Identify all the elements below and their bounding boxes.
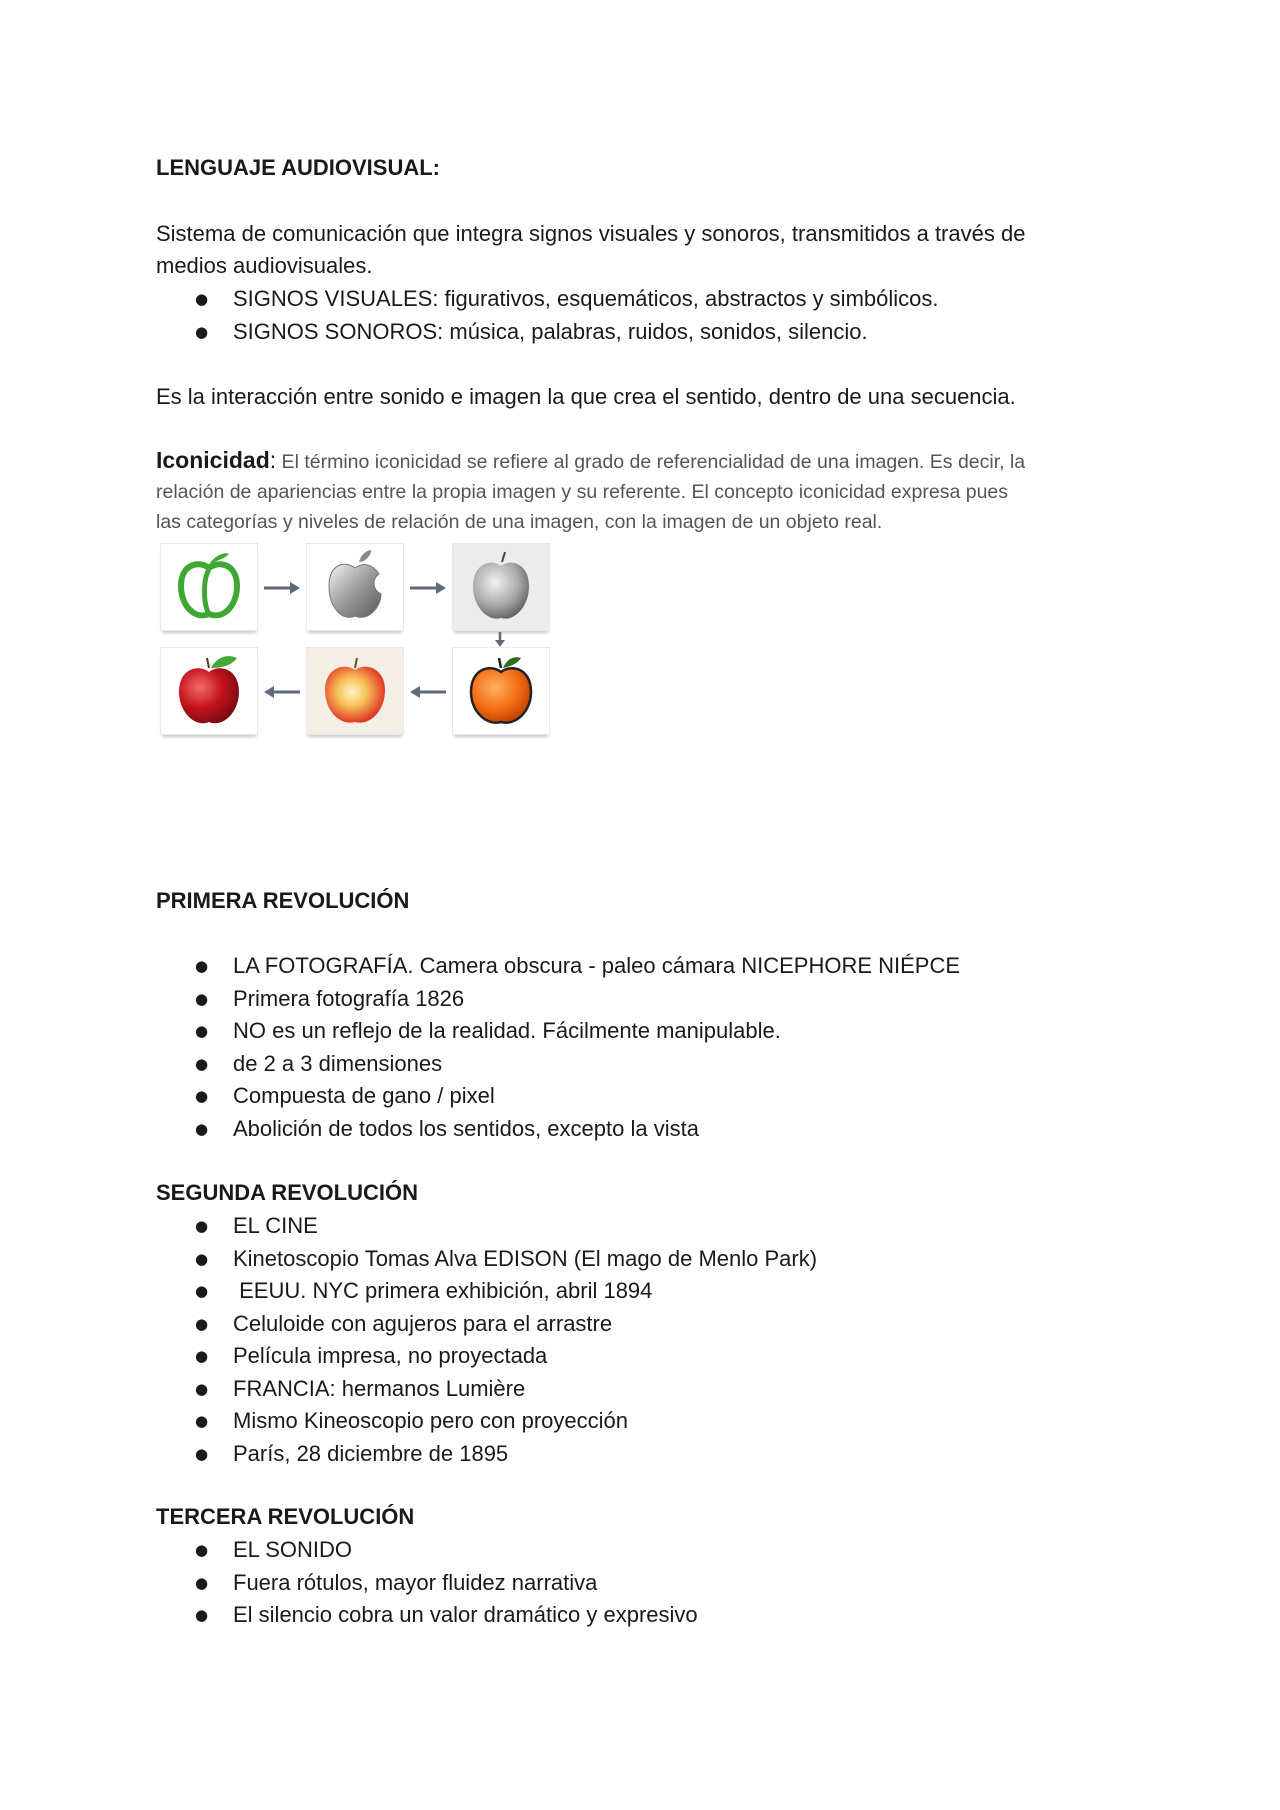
tercera-list [156,1534,1136,1632]
list-item: ● LA FOTOGRAFÍA. Camera obscura - paleo cámara NICEPHORE NIÉPCE [156,950,1136,983]
apple-grayscale-photo-icon [452,543,550,631]
list-item: ● Primera fotografía 1826 [156,983,1136,1016]
list-item: ● Abolición de todos los sentidos, excepto la vista [156,1113,1136,1146]
iconicidad-colon: : [269,447,277,473]
arrow-left-icon [262,685,302,699]
iconicidad-paragraph [156,445,1136,537]
iconicidad-line-1: El término iconicidad se refiere al grado de referencialidad de una imagen. Es decir, la [276,451,1026,473]
list-item: ● Película impresa, no proyectada [156,1340,1136,1373]
apple-painting-icon [306,647,404,735]
list-item: ● EEUU. NYC primera exhibición, abril 1894 [156,1275,1136,1308]
apple-chrome-logo-icon [306,543,404,631]
list-item: ● SIGNOS VISUALES: figurativos, esquemáticos, abstractos y simbólicos. [156,283,1136,316]
list-item: ● EL CINE [156,1210,1136,1243]
tercera-title: TERCERA REVOLUCIÓN [156,1504,415,1529]
list-item: ● Fuera rótulos, mayor fluidez narrativa [156,1567,1136,1600]
apple-orange-drawing-icon [452,647,550,735]
apple-red-realistic-icon [160,647,258,735]
primera-title: PRIMERA REVOLUCIÓN [156,888,410,913]
iconicidad-term: Iconicidad [156,447,270,473]
list-item: ● de 2 a 3 dimensiones [156,1048,1136,1081]
list-item: ● Celuloide con agujeros para el arrastre [156,1308,1136,1341]
iconicidad-line-3: las categorías y niveles de relación de una imagen, con la imagen de un objeto real. [156,511,883,533]
arrow-left-icon [408,685,448,699]
document-title: LENGUAJE AUDIOVISUAL: [156,155,440,180]
intro-paragraph [156,218,1136,282]
list-item: ● Compuesta de gano / pixel [156,1080,1136,1113]
list-item: ● París, 28 diciembre de 1895 [156,1438,1136,1471]
interaction-paragraph: Es la interacción entre sonido e imagen la que crea el sentido, dentro de una secuencia. [156,384,1016,409]
list-item: ● SIGNOS SONOROS: música, palabras, ruidos, sonidos, silencio. [156,316,1136,349]
arrow-right-icon [408,581,448,595]
list-item: ● Mismo Kineoscopio pero con proyección [156,1405,1136,1438]
intro-line-1: Sistema de comunicación que integra signos visuales y sonoros, transmitidos a través de [156,221,1026,246]
list-item: ● EL SONIDO [156,1534,1136,1567]
arrow-down-icon [493,632,507,648]
primera-list [156,950,1136,1145]
list-item: ● El silencio cobra un valor dramático y expresivo [156,1599,1136,1632]
signos-list [156,283,1136,348]
arrow-right-icon [262,581,302,595]
list-item: ● Kinetoscopio Tomas Alva EDISON (El mago de Menlo Park) [156,1243,1136,1276]
intro-line-2: medios audiovisuales. [156,253,373,278]
apple-outline-logo-icon [160,543,258,631]
segunda-title: SEGUNDA REVOLUCIÓN [156,1180,418,1205]
list-item: ● FRANCIA: hermanos Lumière [156,1373,1136,1406]
segunda-list [156,1210,1136,1470]
iconicidad-line-2: relación de apariencias entre la propia imagen y su referente. El concepto iconicidad expresa pues [156,481,1009,503]
iconicity-figure [160,543,552,743]
list-item: ● NO es un reflejo de la realidad. Fácilmente manipulable. [156,1015,1136,1048]
